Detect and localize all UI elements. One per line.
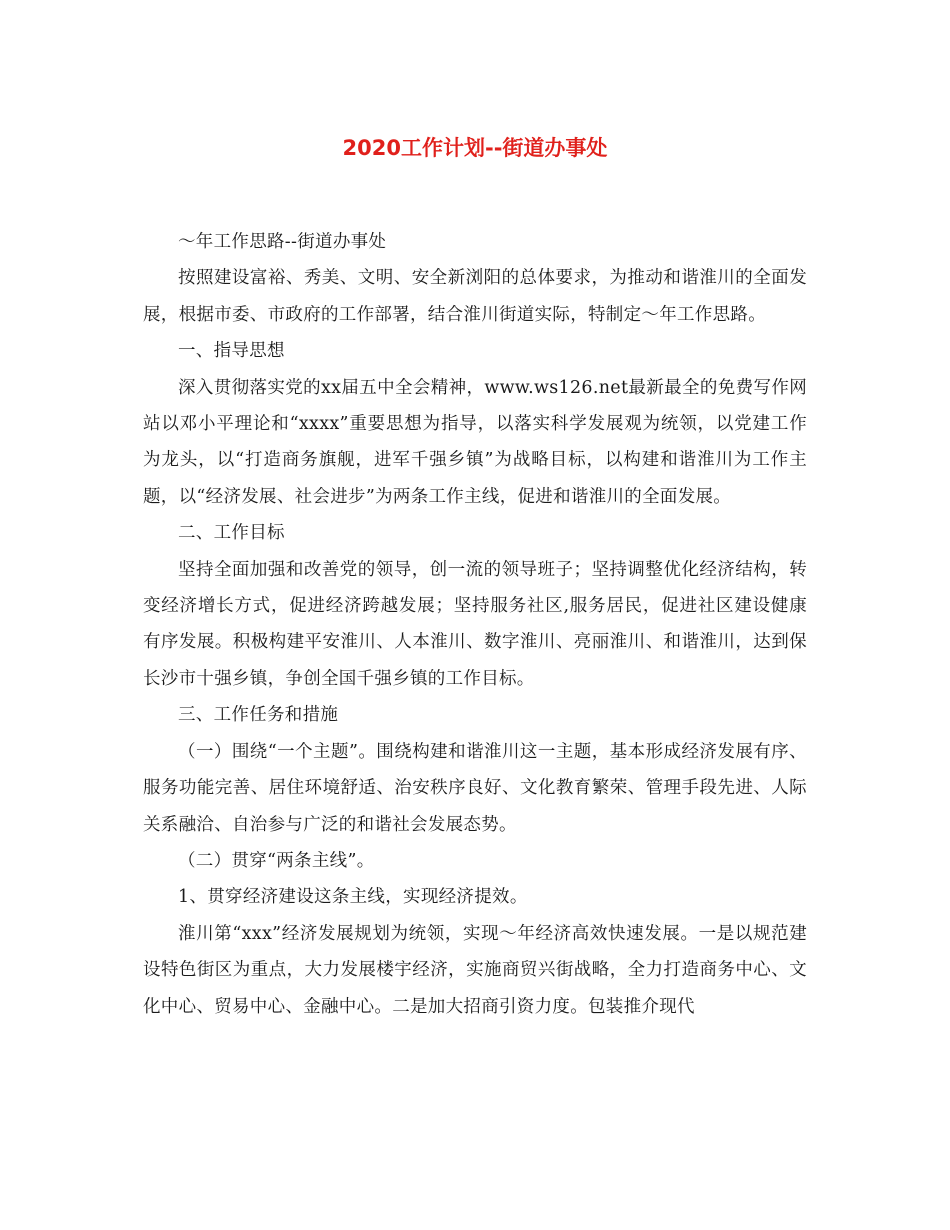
paragraph-two-lines-heading: （二）贯穿“两条主线”。 (178, 850, 375, 871)
paragraph-guiding-ideology: 深入贯彻落实党的xx届五中全会精神，www.ws126.net最新最全的免费写作网站以邓小平理论和“xxxx”重要思想为指导，以落实科学发展观为统领，以党建工作为龙头，以“打造商务旗舰，进军千强乡镇”为战略目标，以构建和谐淮川为工作主题，以“经济发展、社会进步”为两条工作主线，促进和谐淮川的全面发展。 (143, 377, 807, 507)
paragraph-economic-line-heading: 1、贯穿经济建设这条主线，实现经济提效。 (178, 887, 528, 908)
section-heading-guiding-ideology: 一、指导思想 (178, 341, 285, 362)
paragraph-work-goals: 坚持全面加强和改善党的领导，创一流的领导班子；坚持调整优化经济结构，转变经济增长方式，促进经济跨越发展；坚持服务社区,服务居民，促进社区建设健康有序发展。积极构建平安淮川、人本淮川、数字淮川、亮丽淮川、和谐淮川，达到保长沙市十强乡镇，争创全国千强乡镇的工作目标。 (143, 559, 807, 689)
paragraph-subtitle: ～年工作思路--街道办事处 (178, 232, 387, 252)
section-heading-work-goals: 二、工作目标 (178, 523, 285, 544)
document-body (143, 224, 807, 1025)
paragraph-one-theme: （一）围绕“一个主题”。围绕构建和谐淮川这一主题，基本形成经济发展有序、服务功能完善、居住环境舒适、治安秩序良好、文化教育繁荣、管理手段先进、人际关系融洽、自治参与广泛的和谐社会发展态势。 (143, 741, 807, 835)
section-heading-tasks-measures: 三、工作任务和措施 (178, 705, 339, 726)
paragraph-economic-plan: 淮川第“xxx”经济发展规划为统领，实现～年经济高效快速发展。一是以规范建设特色街区为重点，大力发展楼宇经济，实施商贸兴街战略，全力打造商务中心、文化中心、贸易中心、金融中心。二是加大招商引资力度。包装推介现代 (143, 923, 807, 1017)
paragraph-intro: 按照建设富裕、秀美、文明、安全新浏阳的总体要求，为推动和谐淮川的全面发展，根据市委、市政府的工作部署，结合淮川街道实际，特制定～年工作思路。 (143, 268, 807, 325)
document-title: 2020工作计划--街道办事处 (342, 136, 608, 160)
